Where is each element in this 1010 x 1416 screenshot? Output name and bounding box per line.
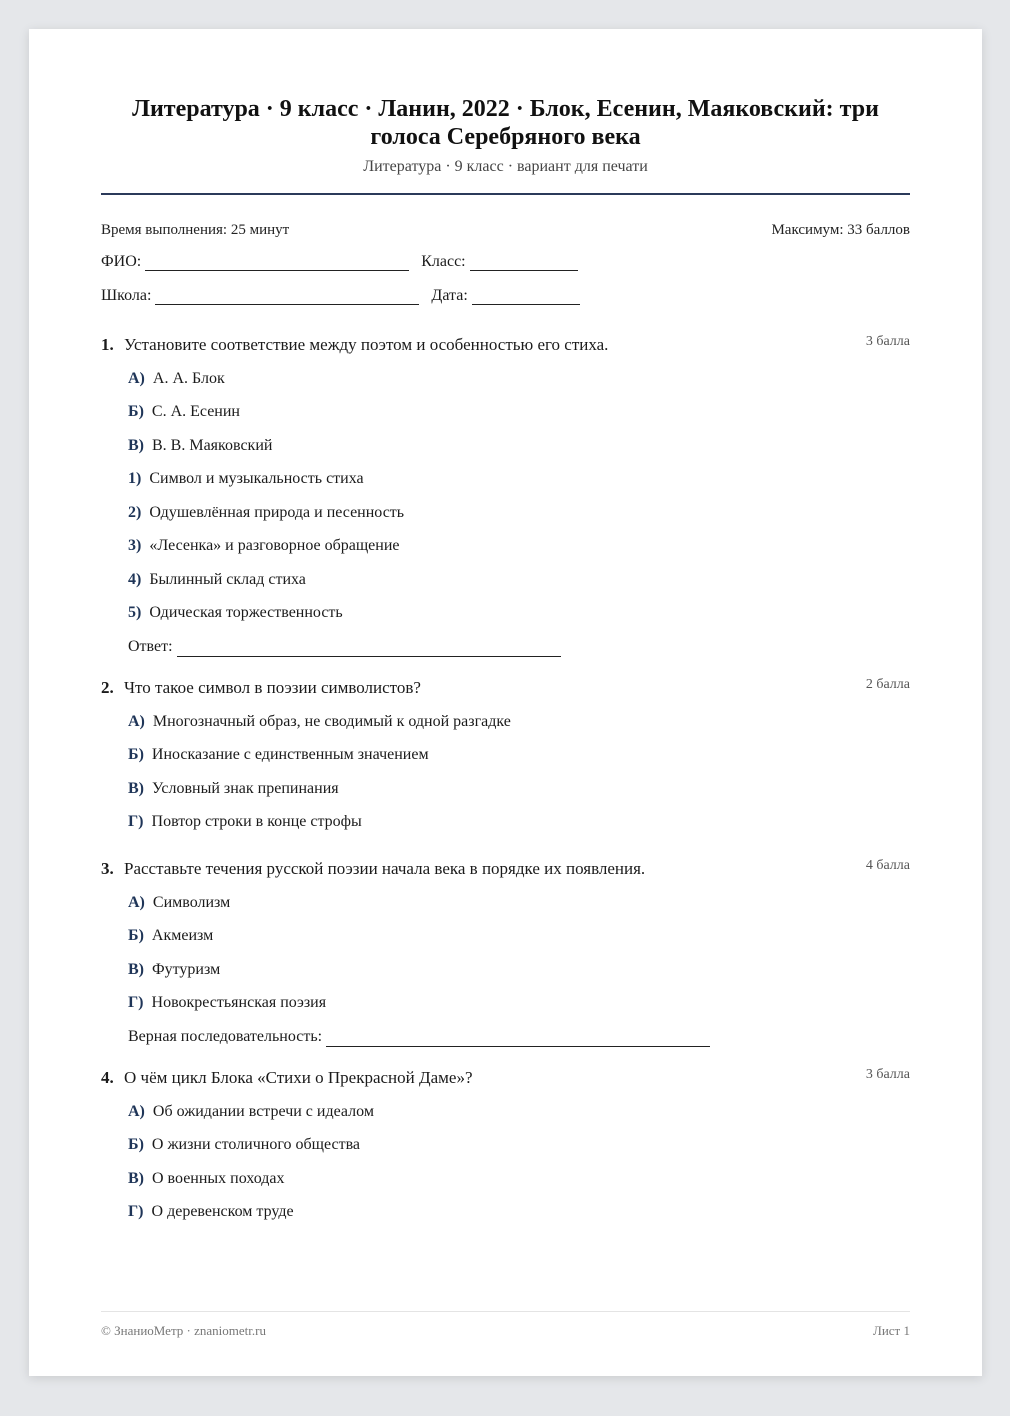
footer-copyright: © ЗнаниоМетр · znaniometr.ru [101,1323,266,1338]
question-points: 2 балла [865,677,910,692]
option-label: В) [128,779,144,797]
date-field[interactable] [472,290,580,305]
class-field[interactable] [470,256,578,271]
option-text: Новокрестьянская поэзия [151,994,327,1011]
answer-row [101,637,910,657]
class-label: Класс: [421,253,466,270]
option-label: Б) [128,1136,144,1153]
page-footer [101,1311,910,1339]
option-text: Многозначный образ, не сводимый к одной разгадке [152,712,511,730]
option-text: Иносказание с единственным значением [151,746,429,763]
option-text: Об ожидании встречи с идеалом [152,1102,374,1120]
question-points: 3 балла [865,1067,910,1082]
option [101,745,910,765]
option-label: А) [128,893,145,911]
option-label: А) [128,712,145,730]
school-label: Школа: [101,287,152,304]
name-field[interactable] [145,256,409,271]
option-label: 2) [128,503,142,521]
page-subtitle: Литература · 9 класс · вариант для печати [363,158,648,175]
option-text: С. А. Есенин [151,403,240,420]
option-label: А) [128,1102,145,1120]
meta-row [101,221,910,239]
answer-label: Ответ: [128,638,173,655]
option-text: А. А. Блок [152,369,225,387]
question-header [101,335,910,355]
option-text: «Лесенка» и разговорное обращение [149,537,400,554]
option-label: Б) [128,927,144,944]
question-points: 3 балла [865,334,910,349]
date-label: Дата: [431,287,468,304]
question-1 [101,335,910,657]
option-text: О жизни столичного общества [151,1136,361,1153]
option-text: Былинный склад стиха [149,570,306,588]
option-text: Символ и музыкальность стиха [149,470,364,487]
question-points: 4 балла [865,858,910,873]
option [101,893,910,913]
question-3 [101,859,910,1047]
question-2 [101,678,910,832]
option-label: В) [128,960,144,978]
option-label: Г) [128,1203,144,1220]
option [101,1135,910,1155]
answer-label: Верная последовательность: [128,1028,323,1045]
worksheet-content [101,29,910,1222]
option-text: Условный знак препинания [152,779,339,797]
option-label: В) [128,1169,144,1187]
option-text: Одушевлённая природа и песенность [149,503,405,521]
option-text: В. В. Маяковский [152,436,273,454]
question-text: Что такое символ в поэзии символистов? [124,678,421,697]
school-field[interactable] [155,290,419,305]
student-fields-row-2 [101,287,910,305]
question-header [101,678,910,698]
option [101,369,910,389]
option-label: Б) [128,746,144,763]
question-text: О чём цикл Блока «Стихи о Прекрасной Даме»? [124,1068,473,1087]
time-limit: Время выполнения: 25 минут [101,222,290,238]
option-text: Акмеизм [151,927,214,944]
option [101,570,910,590]
question-number: 3. [101,859,114,878]
option-text: О военных походах [152,1169,285,1187]
option-text: Футуризм [152,960,221,978]
question-header [101,1068,910,1088]
option [101,712,910,732]
student-fields-row-1 [101,253,910,271]
question-4 [101,1068,910,1222]
question-header [101,859,910,879]
option-label: 1) [128,470,142,487]
worksheet-page [29,29,982,1376]
option [101,503,910,523]
option [101,926,910,946]
option-label: Г) [128,813,144,830]
option-text: О деревенском труде [151,1203,294,1220]
question-text: Расставьте течения русской поэзии начала века в порядке их появления. [124,859,646,878]
option [101,812,910,832]
answer-row [101,1027,910,1047]
option [101,1102,910,1122]
option-text: Символизм [152,893,231,911]
option [101,402,910,422]
option [101,536,910,556]
option-label: Г) [128,994,144,1011]
footer-sheet-number: Лист 1 [873,1323,910,1338]
option [101,1169,910,1189]
question-text: Установите соответствие между поэтом и особенностью его стиха. [124,335,609,354]
option-label: В) [128,436,144,454]
page-title: Литература · 9 класс · Ланин, 2022 · Блок, Есенин, Маяковский: три голоса Серебряного века [132,96,879,150]
option-label: 3) [128,537,142,554]
option-text: Повтор строки в конце строфы [151,813,362,830]
name-label: ФИО: [101,253,142,270]
option [101,779,910,799]
option [101,436,910,456]
option-label: Б) [128,403,144,420]
option [101,993,910,1013]
option-text: Одическая торжественность [149,604,343,621]
answer-field[interactable] [177,642,561,657]
option [101,603,910,623]
answer-field[interactable] [326,1032,710,1047]
option-label: 4) [128,570,142,588]
header-divider [101,193,910,195]
option-label: 5) [128,604,142,621]
option [101,1202,910,1222]
question-number: 1. [101,335,114,354]
question-number: 2. [101,678,114,697]
max-score: Максимум: 33 баллов [771,222,910,238]
option [101,469,910,489]
option [101,960,910,980]
question-number: 4. [101,1068,114,1087]
option-label: А) [128,369,145,387]
